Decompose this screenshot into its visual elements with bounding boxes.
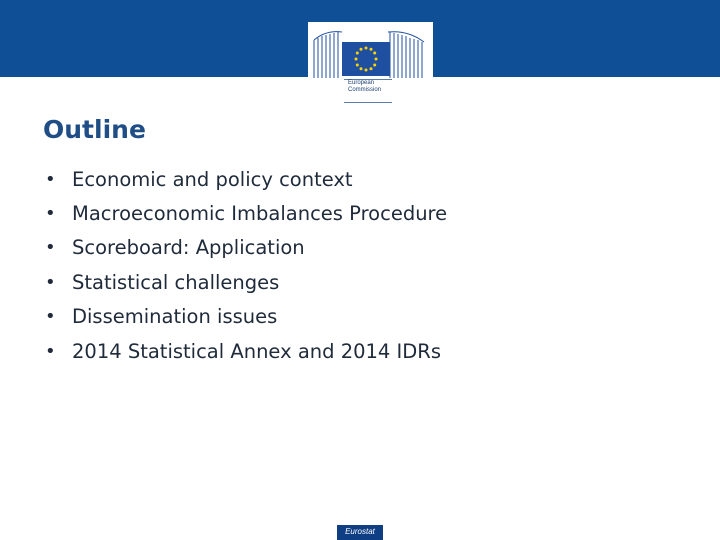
bullet-text: Statistical challenges (72, 270, 280, 294)
bullet-dot-icon: • (45, 271, 56, 293)
bullet-text: 2014 Statistical Annex and 2014 IDRs (72, 339, 442, 363)
bullet-text: Macroeconomic Imbalances Procedure (72, 202, 448, 226)
bullet-dot-icon: • (45, 237, 56, 259)
eurostat-label: Eurostat (345, 527, 375, 536)
bullet-text: Dissemination issues (72, 305, 278, 329)
bullet-item (45, 231, 447, 265)
bullet-dot-icon: • (45, 168, 56, 190)
european-commission-logo (308, 22, 433, 104)
bullet-item (45, 300, 447, 334)
bullet-item (45, 334, 447, 368)
bullet-dot-icon: • (45, 306, 56, 328)
bullet-text: Scoreboard: Application (72, 236, 305, 260)
bullet-dot-icon: • (45, 203, 56, 225)
eurostat-badge (337, 525, 383, 540)
logo-text-line1: European (348, 80, 375, 86)
logo-text-line2: Commission (348, 87, 382, 93)
bullet-list (45, 162, 447, 368)
bullet-item (45, 265, 447, 299)
logo-text (348, 80, 381, 94)
bullet-item (45, 196, 447, 230)
bullet-text: Economic and policy context (72, 167, 353, 191)
bullet-dot-icon: • (45, 340, 56, 362)
bullet-item (45, 162, 447, 196)
slide-title: Outline (43, 115, 146, 144)
